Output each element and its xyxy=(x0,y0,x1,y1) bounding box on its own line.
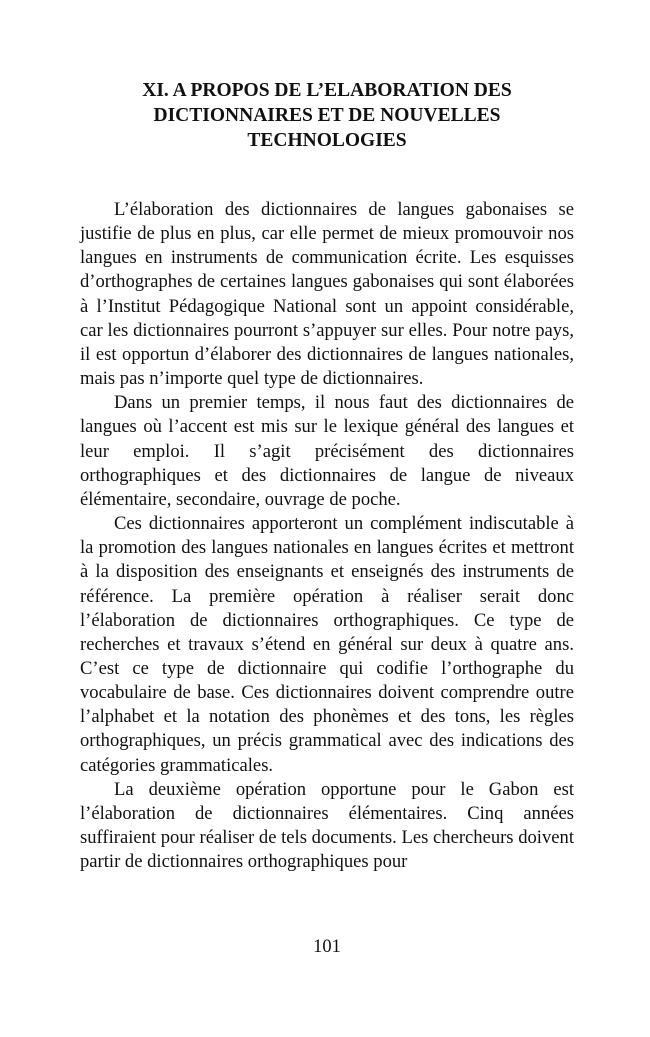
paragraph-3: Ces dictionnaires apporteront un complément indiscutable à la promotion des langues nationales en langues écrites et mettront à la disposition des enseignants et enseignés des instruments de référence. La première opération à réaliser serait donc l’élaboration de dictionnaires orthographiques. Ce type de recherches et travaux s’étend en général sur deux à quatre ans. C’est ce type de dictionnaire qui codifie l’orthographe du vocabulaire de base. Ces dictionnaires doivent comprendre outre l’alphabet et la notation des phonèmes et des tons, les règles orthographiques, un précis grammatical avec des indications des catégories grammaticales. xyxy=(80,513,574,776)
body-text xyxy=(80,198,574,874)
section-title xyxy=(80,78,574,153)
paragraph-2: Dans un premier temps, il nous faut des dictionnaires de langues où l’accent est mis sur le lexique général des langues et leur emploi. Il s’agit précisément des dictionnaires orthographiques et des dictionnaires de langue de niveaux élémentaire, secondaire, ouvrage de poche. xyxy=(80,392,574,510)
paragraph-1: L’élaboration des dictionnaires de langues gabonaises se justifie de plus en plus, car elle permet de mieux promouvoir nos langues en instruments de communication écrite. Les esquisses d’orthographes de certaines langues gabonaises qui sont élaborées à l’Institut Pédagogique National sont un appoint considérable, car les dictionnaires pourront s’appuyer sur elles. Pour notre pays, il est opportun d’élaborer des dictionnaires de langues nationales, mais pas n’importe quel type de dictionnaires. xyxy=(80,199,574,390)
section-title-line-3: TECHNOLOGIES xyxy=(247,130,407,151)
page-number: 101 xyxy=(313,937,341,957)
paragraph-4: La deuxième opération opportune pour le Gabon est l’élaboration de dictionnaires élémentaires. Cinq années suffiraient pour réaliser de tels documents. Les chercheurs doivent partir de dictionnaires orthographiques pour xyxy=(80,778,574,873)
section-title-line-1: XI. A PROPOS DE L’ELABORATION DES xyxy=(142,80,512,101)
section-title-line-2: DICTIONNAIRES ET DE NOUVELLES xyxy=(153,105,501,126)
